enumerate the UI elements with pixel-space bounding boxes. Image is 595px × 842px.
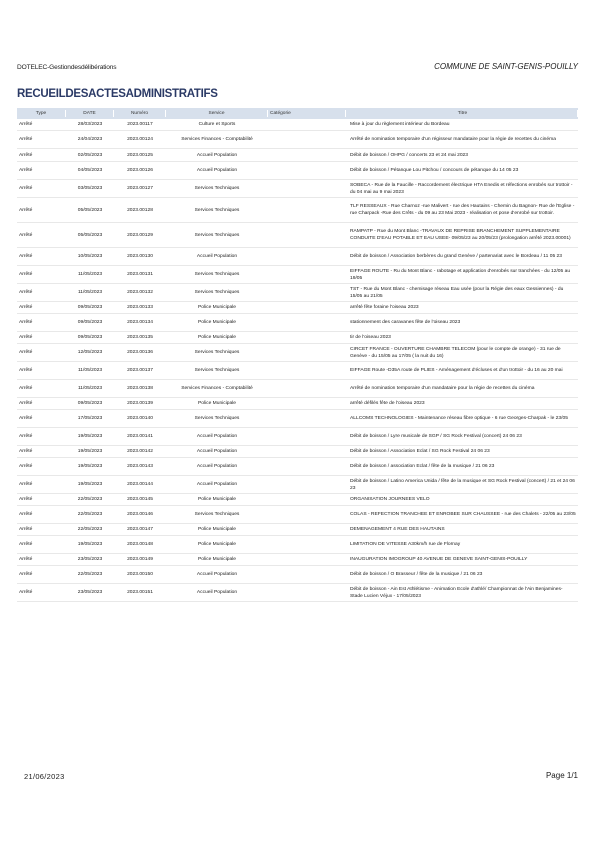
cell-type: Arrêté — [19, 527, 33, 532]
cell-date: 22/05/2023 — [77, 572, 103, 577]
cell-title: ALLCOMS TECHNOLOGIES - Maintenance réseau fibre optique - 6 rue Georges-Charpak - le 23/05 — [350, 416, 568, 421]
cell-number: 2023.00146 — [127, 512, 153, 517]
cell-title: Débit de boisson - Ain Est Athlétisme - Animation Ecole d'athlé/ Championnat de l'Ain Benjamines- Stade Lucien Véjux - 17/05/2023 — [350, 586, 563, 599]
cell-date: 09/05/2023 — [77, 305, 103, 310]
cell-number: 2023.00147 — [127, 527, 153, 532]
cell-title: ORGANISATION JOURNEES VELO — [350, 497, 430, 502]
table-row — [17, 180, 578, 198]
cell-service: Services Techniques — [194, 416, 240, 421]
cell-title: EIFFAGE ROUTE - Ru du Mont Blanc - rabotage et application d'enrobés sur tranchées - du 12/05 au 19/05 — [350, 268, 571, 281]
cell-type: Arrêté — [19, 122, 33, 127]
cell-title: RAMPATP - Rue du Mont Blanc -TRAVAUX DE REPRISE BRANCHEMENT SUPPLEMENTAIRE CONDUITE D'EAU POTABLE ET EAU USEE- 09/05/23 au 20/05/23 (prolongation arrêté 2023.00001) — [350, 229, 571, 241]
cell-type: Arrêté — [19, 232, 33, 238]
table-header-row — [17, 108, 578, 119]
cell-type: Arrêté — [19, 137, 33, 142]
cell-service: Accueil Population — [196, 434, 238, 439]
cell-type: Arrêté — [19, 482, 33, 487]
cell-number: 2023.00127 — [127, 186, 153, 191]
acts-table — [17, 108, 578, 602]
table-row — [17, 162, 578, 180]
cell-date: 24/04/2023 — [77, 137, 103, 142]
cell-date: 02/05/2023 — [77, 152, 103, 158]
cell-number: 2023.00139 — [127, 401, 153, 406]
cell-number: 2023.00135 — [127, 335, 153, 340]
cell-date: 22/05/2023 — [77, 512, 103, 517]
table-row — [17, 494, 578, 506]
cell-service: Police Municipale — [197, 305, 237, 310]
cell-type: Arrêté — [19, 207, 33, 213]
cell-service: Services Techniques — [194, 512, 240, 517]
cell-service: Services Techniques — [194, 350, 240, 355]
column-header-title: Titre — [346, 110, 578, 117]
table-row — [17, 248, 578, 266]
cell-type: Arrêté — [19, 186, 33, 191]
cell-service: Services Techniques — [194, 186, 240, 191]
table-row — [17, 380, 578, 398]
cell-number: 2023.00124 — [127, 137, 153, 142]
print-date: 21/06/2023 — [24, 772, 65, 781]
cell-title: Débit de boisson / Association berbères du grand Genève / partenariat avec le Bordeau / 11 05 23 — [350, 254, 562, 259]
cell-number: 2023.00151 — [127, 590, 153, 595]
table-row — [17, 302, 578, 314]
cell-number: 2023.00143 — [127, 464, 153, 469]
cell-type: Arrêté — [19, 464, 33, 469]
cell-type: Arrêté — [19, 350, 33, 355]
cell-type: Arrêté — [19, 272, 33, 277]
cell-type: Arrêté — [19, 449, 33, 454]
cell-type: Arrêté — [19, 152, 33, 158]
cell-title: Débit de boisson / Lyre musicale de SGP / SG Rock Festival (concert) 24 06 23 — [350, 434, 522, 439]
cell-number: 2023.00117 — [127, 122, 153, 127]
cell-service: Accueil Population — [196, 152, 238, 158]
cell-date: 10/05/2023 — [77, 254, 103, 259]
column-header-category: Catégorie — [268, 110, 346, 117]
cell-title: Débit de boisson / Association Eclat / SG Rock Festival 24 06 23 — [350, 449, 490, 454]
cell-date: 09/05/2023 — [77, 320, 103, 325]
cell-date: 19/05/2023 — [77, 482, 103, 487]
cell-type: Arrêté — [19, 434, 33, 439]
table-row — [17, 446, 578, 458]
table-row — [17, 119, 578, 131]
cell-title: Débit de boisson / O Brasseur / fête de la musique / 21 06 23 — [350, 572, 483, 577]
cell-type: Arrêté — [19, 368, 33, 373]
column-header-service: Service — [166, 110, 268, 117]
table-row — [17, 284, 578, 302]
cell-type: Arrêté — [19, 254, 33, 259]
cell-service: Police Municipale — [197, 557, 237, 562]
table-row — [17, 536, 578, 554]
cell-title: Débit de boisson / Pétanque Lou Pitchou / concours de pétanque du 14 05 23 — [350, 168, 519, 173]
cell-date: 05/05/2023 — [77, 232, 103, 238]
cell-date: 22/05/2023 — [77, 497, 103, 502]
cell-title: arrêté fête foraine l'oiseau 2023 — [350, 305, 419, 310]
cell-title: Débit de boisson / OHPG / concerts 23 et 24 mai 2023 — [350, 152, 468, 158]
cell-title: Débit de boisson / Latino America Unida / fête de la musique et SG Rock Festival (concert) / 21 et 24 06 23 — [350, 478, 575, 491]
cell-number: 2023.00125 — [127, 152, 153, 158]
table-row — [17, 344, 578, 362]
cell-date: 17/05/2023 — [77, 416, 103, 421]
table-row — [17, 223, 578, 248]
cell-date: 09/05/2023 — [77, 335, 103, 340]
table-row — [17, 554, 578, 566]
cell-date: 11/05/2023 — [77, 368, 103, 373]
cell-title: Mise à jour du règlement intérieur du Bordeau — [350, 122, 450, 127]
table-row — [17, 198, 578, 223]
cell-number: 2023.00149 — [127, 557, 153, 562]
cell-title: Arrêté de nomination temporaire d'un régisseur mandataire pour la régie de recettes du cinéma — [350, 137, 556, 142]
cell-type: Arrêté — [19, 386, 33, 391]
cell-date: 04/05/2023 — [77, 168, 103, 173]
cell-service: Accueil Population — [196, 254, 238, 259]
cell-date: 05/05/2023 — [77, 207, 103, 213]
cell-service: Services Techniques — [194, 290, 240, 295]
cell-number: 2023.00131 — [127, 272, 153, 277]
document-title: RECUEILDESACTESADMINISTRATIFS — [17, 88, 218, 100]
table-row — [17, 428, 578, 446]
cell-date: 12/05/2023 — [77, 350, 103, 355]
cell-number: 2023.00129 — [127, 232, 153, 238]
cell-service: Accueil Population — [196, 168, 238, 173]
cell-service: Police Municipale — [197, 527, 237, 532]
cell-service: Services Techniques — [194, 368, 240, 373]
column-header-number: Numéro — [114, 110, 166, 117]
cell-number: 2023.00134 — [127, 320, 153, 325]
cell-number: 2023.00141 — [127, 434, 153, 439]
cell-title: CIRCET FRANCE - OUVERTURE CHAMBRE TELECOM (pour le compte de orange) - 31 rue de Genève - du 15/05 au 17/05 ( la nuit du 16) — [350, 346, 561, 359]
cell-number: 2023.00132 — [127, 290, 153, 295]
cell-number: 2023.00137 — [127, 368, 153, 373]
table-row — [17, 314, 578, 332]
cell-title: stationnement des caravanes fête de l'oiseau 2023 — [350, 320, 461, 325]
cell-title: EIFFAGE Route -D35A route de PLIES - Aménagement d'écluses et d'un trottoir - du 16 au 20 mai — [350, 368, 563, 373]
cell-service: Accueil Population — [196, 572, 238, 577]
cell-type: Arrêté — [19, 305, 33, 310]
table-row — [17, 266, 578, 284]
cell-service: Police Municipale — [197, 320, 237, 325]
cell-number: 2023.00140 — [127, 416, 153, 421]
table-row — [17, 524, 578, 536]
cell-date: 11/05/2023 — [77, 386, 103, 391]
table-row — [17, 458, 578, 476]
cell-service: Accueil Population — [196, 464, 238, 469]
cell-title: INAUGURATION IMOGROUP 40 AVENUE DE GENEVE SAINT-GENIS-POUILLY — [350, 557, 528, 562]
cell-title: arrêté défilés fête de l'oiseau 2023 — [350, 401, 425, 406]
cell-date: 19/05/2023 — [77, 542, 103, 547]
cell-date: 23/05/2023 — [77, 590, 103, 595]
cell-type: Arrêté — [19, 320, 33, 325]
cell-title: Arrêté de nomination temporaire d'un mandataire pour la régie de recettes du cinéma — [350, 386, 535, 391]
table-row — [17, 332, 578, 344]
cell-type: Arrêté — [19, 335, 33, 340]
cell-service: Services Finances - Comptabilité — [181, 386, 253, 391]
cell-service: Police Municipale — [197, 401, 237, 406]
cell-title: SOBECA - Rue de la Faucille - Raccordement électrique HTA Enedis et réfections enrobés sur trottoir - du 04 mai au 9 mai 2023 — [350, 182, 573, 195]
table-row — [17, 131, 578, 149]
table-body — [17, 119, 578, 602]
cell-number: 2023.00144 — [127, 482, 153, 487]
cell-service: Accueil Population — [196, 482, 238, 487]
column-header-date: DATE — [66, 110, 114, 117]
cell-service: Services Techniques — [194, 272, 240, 277]
cell-date: 19/05/2023 — [77, 464, 103, 469]
cell-title: TST - Rue du Mont Blanc - chemisage réseau Eau usée (pour la Régie des eaux Gessiennes) - du 15/05 au 21/05 — [350, 286, 564, 299]
cell-date: 03/05/2023 — [77, 186, 103, 191]
cell-title: tir de l'oiseau 2023 — [350, 335, 391, 340]
cell-service: Services Techniques — [194, 232, 240, 238]
cell-title: LIMITATION DE VITESSE A30km/h rue de Flornay — [350, 542, 461, 547]
app-name: DOTELEC-Gestiondesdélibérations — [17, 64, 117, 71]
table-row — [17, 410, 578, 428]
cell-number: 2023.00126 — [127, 168, 153, 173]
cell-type: Arrêté — [19, 557, 33, 562]
cell-number: 2023.00150 — [127, 572, 153, 577]
table-row — [17, 584, 578, 602]
cell-title: Débit de boisson / association Eclat / fête de la musique / 21 06 23 — [350, 464, 495, 469]
cell-type: Arrêté — [19, 401, 33, 406]
table-row — [17, 362, 578, 380]
cell-service: Services Finances - Comptabilité — [181, 137, 253, 142]
cell-date: 19/05/2023 — [77, 434, 103, 439]
cell-date: 28/03/2023 — [77, 122, 103, 127]
table-row — [17, 506, 578, 524]
cell-date: 11/05/2023 — [77, 290, 103, 295]
cell-type: Arrêté — [19, 416, 33, 421]
cell-type: Arrêté — [19, 542, 33, 547]
cell-service: Services Techniques — [194, 207, 240, 213]
cell-service: Accueil Population — [196, 590, 238, 595]
page-number: Page 1/1 — [545, 771, 578, 780]
cell-service: Police Municipale — [197, 497, 237, 502]
cell-number: 2023.00128 — [127, 207, 153, 213]
cell-title: COLAS - REFECTION TRANCHEE ET ENROBEE SUR CHAUSSEE - rue des Chalets - 22/05 au 23/05 — [350, 512, 576, 517]
cell-type: Arrêté — [19, 572, 33, 577]
cell-number: 2023.00142 — [127, 449, 153, 454]
cell-date: 19/05/2023 — [77, 449, 103, 454]
cell-number: 2023.00145 — [127, 497, 153, 502]
cell-type: Arrêté — [19, 512, 33, 517]
cell-number: 2023.00133 — [127, 305, 153, 310]
cell-number: 2023.00136 — [127, 350, 153, 355]
cell-date: 09/05/2023 — [77, 401, 103, 406]
cell-number: 2023.00138 — [127, 386, 153, 391]
table-row — [17, 476, 578, 494]
cell-date: 23/05/2023 — [77, 557, 103, 562]
cell-service: Police Municipale — [197, 335, 237, 340]
cell-service: Accueil Population — [196, 449, 238, 454]
cell-type: Arrêté — [19, 590, 33, 595]
cell-type: Arrêté — [19, 497, 33, 502]
cell-title: TLF RESSEAUX - Rue Charnoz -rue Malivert - rue des Hautains - Chemin du Bagnon- Rue de l'Eglise - rue Charpack -Rue des Crêts - du 09 au 23 Mai 2023 - réalisation et pose d'enrobé sur trottoir. — [350, 204, 575, 216]
table-row — [17, 149, 578, 162]
cell-date: 22/05/2023 — [77, 527, 103, 532]
column-header-type: Type — [17, 110, 66, 117]
cell-type: Arrêté — [19, 168, 33, 173]
cell-number: 2023.00130 — [127, 254, 153, 259]
cell-type: Arrêté — [19, 290, 33, 295]
cell-title: DEMENAGEMENT 4 RUE DES HAUTAINS — [350, 527, 445, 532]
table-row — [17, 398, 578, 410]
table-row — [17, 566, 578, 584]
cell-service: Culture et Sports — [198, 122, 236, 127]
cell-number: 2023.00148 — [127, 542, 153, 547]
commune-name: COMMUNE DE SAINT-GENIS-POUILLY — [434, 62, 578, 71]
cell-service: Police Municipale — [197, 542, 237, 547]
cell-date: 11/05/2023 — [77, 272, 103, 277]
